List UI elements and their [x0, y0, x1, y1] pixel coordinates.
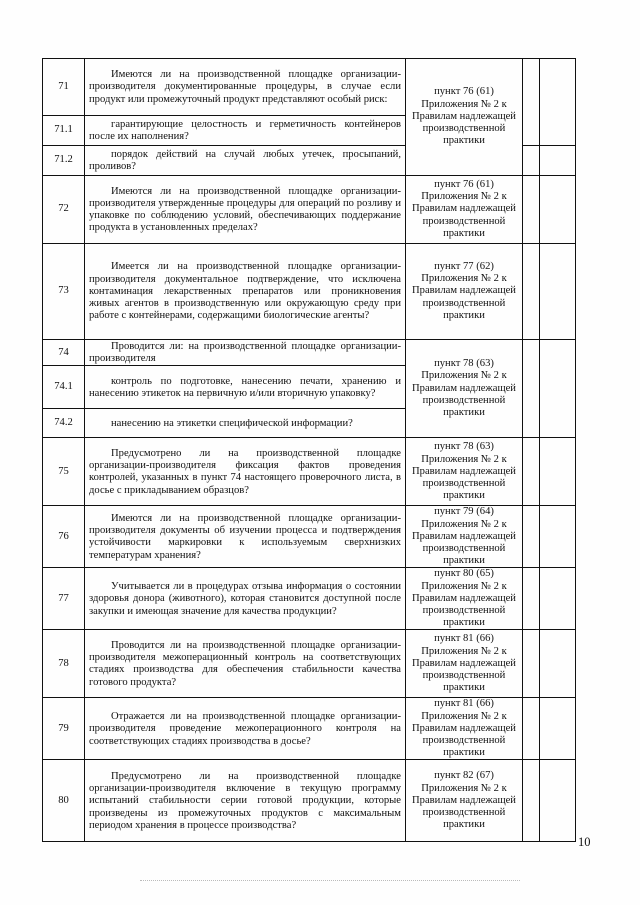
- row-number: 74.1: [43, 366, 85, 409]
- answer-cell: [523, 698, 540, 760]
- question-text: Учитывается ли в процедурах отзыва информация о состоянии здоровья донора (животного), которая становится доступной после закупки и имеющая значение для качества продукции?: [85, 568, 406, 630]
- answer-cell: [523, 760, 540, 842]
- answer-cell: [523, 59, 540, 146]
- table-row: [43, 176, 576, 244]
- question-text: Проводится ли: на производственной площадке организации-производителя: [85, 340, 406, 366]
- table-row: [43, 59, 576, 116]
- question-text: гарантирующие целостность и герметичность контейнеров после их наполнения?: [85, 116, 406, 146]
- note-cell: [540, 176, 576, 244]
- reference-text: пункт 77 (62) Приложения № 2 к Правилам надлежащей производственной практики: [406, 244, 523, 340]
- note-cell: [540, 438, 576, 506]
- question-text: порядок действий на случай любых утечек, просыпаний, проливов?: [85, 146, 406, 176]
- note-cell: [540, 244, 576, 340]
- row-number: 71.1: [43, 116, 85, 146]
- question-text: Отражается ли на производственной площадке организации-производителя проведение межоперационного контроля на соответствующих стадиях производства в досье?: [85, 698, 406, 760]
- answer-cell: [523, 340, 540, 438]
- note-cell: [540, 506, 576, 568]
- answer-cell: [523, 244, 540, 340]
- table-row: [43, 698, 576, 760]
- row-number: 73: [43, 244, 85, 340]
- table-row: [43, 244, 576, 340]
- row-number: 71.2: [43, 146, 85, 176]
- reference-text: пункт 76 (61) Приложения № 2 к Правилам надлежащей производственной практики: [406, 176, 523, 244]
- table-row: [43, 506, 576, 568]
- question-text: Имеются ли на производственной площадке организации-производителя утвержденные процедуры для операций по розливу и упаковке по соблюдению условий, обеспечивающих поддержание продукта в установленных пределах?: [85, 176, 406, 244]
- question-text: нанесению на этикетки специфической информации?: [85, 409, 406, 438]
- reference-text: пункт 78 (63) Приложения № 2 к Правилам надлежащей производственной практики: [406, 438, 523, 506]
- reference-text: пункт 78 (63) Приложения № 2 к Правилам надлежащей производственной практики: [406, 340, 523, 438]
- note-cell: [540, 146, 576, 176]
- reference-text: пункт 76 (61) Приложения № 2 к Правилам надлежащей производственной практики: [406, 59, 523, 176]
- question-text: Проводится ли на производственной площадке организации-производителя межоперационный контроль на соответствующих стадиях производства для обеспечения стабильности качества готового продукта?: [85, 630, 406, 698]
- reference-text: пункт 81 (66) Приложения № 2 к Правилам надлежащей производственной практики: [406, 630, 523, 698]
- note-cell: [540, 59, 576, 146]
- row-number: 77: [43, 568, 85, 630]
- answer-cell: [523, 630, 540, 698]
- note-cell: [540, 760, 576, 842]
- question-text: Имеются ли на производственной площадке организации-производителя документы об изучении процесса и подтверждения устойчивости маркировки к используемым сверхнизких температурам хранения?: [85, 506, 406, 568]
- table-row: [43, 760, 576, 842]
- note-cell: [540, 568, 576, 630]
- row-number: 71: [43, 59, 85, 116]
- answer-cell: [523, 568, 540, 630]
- answer-cell: [523, 176, 540, 244]
- question-text: Предусмотрено ли на производственной площадке организации-производителя фиксация фактов проведения контролей, указанных в пункт 74 настоящего проверочного листа, в досье с прикладыванием образцов?: [85, 438, 406, 506]
- reference-text: пункт 81 (66) Приложения № 2 к Правилам надлежащей производственной практики: [406, 698, 523, 760]
- row-number: 74.2: [43, 409, 85, 438]
- row-number: 80: [43, 760, 85, 842]
- question-text: Предусмотрено ли на производственной площадке организации-производителя включение в текущую программу испытаний стабильности серии готовой продукции, которые произведены из промежуточных продуктов с максимальным периодом хранения в процессе производства?: [85, 760, 406, 842]
- scan-artifact-divider: [140, 880, 520, 881]
- note-cell: [540, 340, 576, 438]
- row-number: 72: [43, 176, 85, 244]
- reference-text: пункт 79 (64) Приложения № 2 к Правилам надлежащей производственной практики: [406, 506, 523, 568]
- row-number: 78: [43, 630, 85, 698]
- page-number: 10: [578, 835, 591, 849]
- table-row: [43, 630, 576, 698]
- answer-cell: [523, 506, 540, 568]
- row-number: 76: [43, 506, 85, 568]
- row-number: 79: [43, 698, 85, 760]
- question-text: контроль по подготовке, нанесению печати, хранению и нанесению этикеток на первичную и/или вторичную упаковку?: [85, 366, 406, 409]
- reference-text: пункт 82 (67) Приложения № 2 к Правилам надлежащей производственной практики: [406, 760, 523, 842]
- table-row: [43, 438, 576, 506]
- table-row: [43, 568, 576, 630]
- checklist-table: [42, 58, 576, 842]
- question-text: Имеются ли на производственной площадке организации-производителя документированные процедуры, в случае если продукт или промежуточный продукт представляют особый риск:: [85, 59, 406, 116]
- answer-cell: [523, 146, 540, 176]
- question-text: Имеется ли на производственной площадке организации-производителя документальное подтверждение, что исключена контаминация лекарственных препаратов или проникновения живых агентов в производственную или окружающую среду при работе с контейнерами, содержащими биологические агенты?: [85, 244, 406, 340]
- note-cell: [540, 630, 576, 698]
- reference-text: пункт 80 (65) Приложения № 2 к Правилам надлежащей производственной практики: [406, 568, 523, 630]
- note-cell: [540, 698, 576, 760]
- answer-cell: [523, 438, 540, 506]
- row-number: 75: [43, 438, 85, 506]
- row-number: 74: [43, 340, 85, 366]
- table-row: [43, 340, 576, 366]
